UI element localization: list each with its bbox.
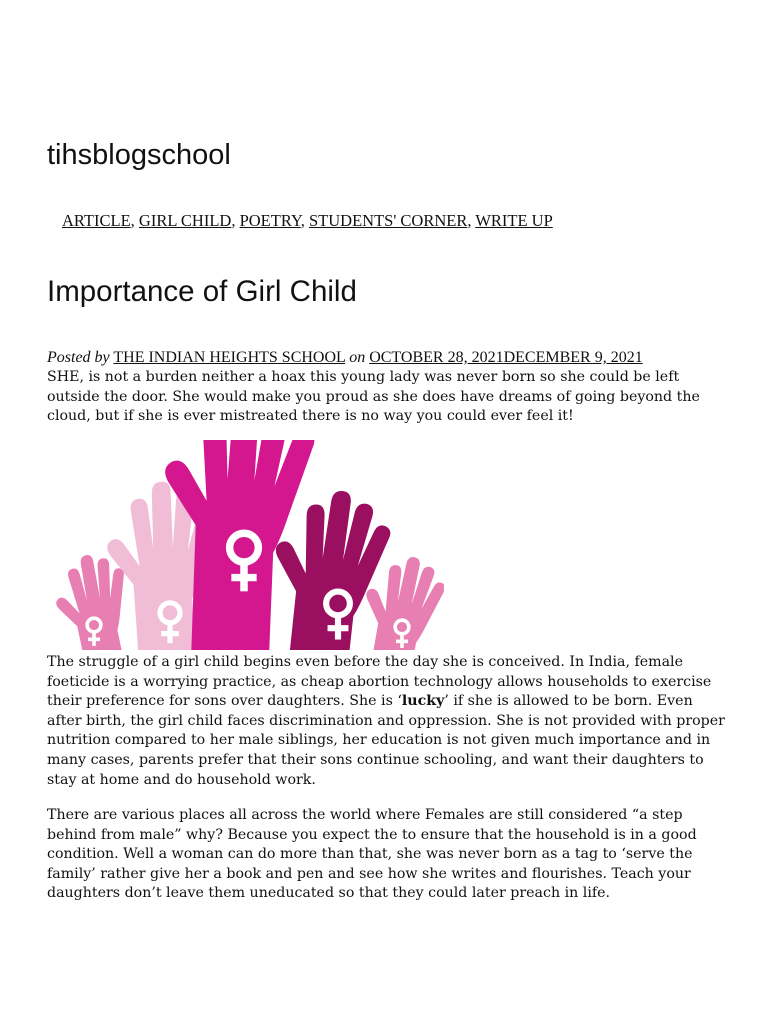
- raised-hands-image: [52, 440, 444, 650]
- on-label: on: [349, 349, 366, 366]
- category-link-article[interactable]: ARTICLE: [62, 211, 131, 230]
- author-link[interactable]: THE INDIAN HEIGHTS SCHOOL: [113, 349, 346, 366]
- body-paragraph-girl-child-struggle: [47, 653, 727, 790]
- site-title[interactable]: tihsblogschool: [47, 139, 231, 171]
- category-separator: ,: [130, 211, 139, 230]
- post-date-link[interactable]: [369, 349, 643, 366]
- category-separator: ,: [300, 211, 309, 230]
- posted-by-label: Posted by: [47, 349, 110, 366]
- category-link-girl-child[interactable]: GIRL CHILD: [138, 211, 232, 230]
- paragraph-text: ’ if she is allowed to be born. Even after birth, the girl child faces discrimination and oppression. She is not provided with proper nutrition compared to her male siblings, her education is not given much importance and in many cases, parents prefer that their sons continue schooling, and want their daughters to stay at home and do household work.: [47, 693, 725, 788]
- paragraph-text: The struggle of a girl child begins even before the day she is conceived. In India, female foeticide is a worrying practice, as cheap abortion technology allows households to exercise their preference for sons over daughters. She is ‘: [47, 654, 712, 710]
- updated-date: DECEMBER 9, 2021: [503, 349, 643, 366]
- body-paragraph-step-behind: There are various places all across the world where Females are still considered “a step behind from male” why? Because you expect the to ensure that the household is in a good condition. Well a woman can do more than that, she was never born as a tag to ‘serve the family’ rather give her a book and pen and see how she writes and flourishes. Teach your daughters don’t leave them uneducated so that they could later preach in life.: [47, 807, 697, 902]
- raised-hands-illustration: [52, 440, 444, 650]
- post-meta: [47, 347, 643, 368]
- bold-word-lucky: lucky: [401, 693, 445, 710]
- published-date: OCTOBER 28, 2021: [369, 349, 504, 366]
- category-separator: ,: [467, 211, 476, 230]
- category-links: [62, 210, 553, 232]
- category-separator: ,: [231, 211, 240, 230]
- post-title: Importance of Girl Child: [47, 275, 357, 308]
- category-link-write-up[interactable]: WRITE UP: [475, 211, 553, 230]
- category-link-students-corner[interactable]: STUDENTS' CORNER: [308, 211, 468, 230]
- category-link-poetry[interactable]: POETRY: [239, 211, 301, 230]
- intro-paragraph: SHE, is not a burden neither a hoax this young lady was never born so she could be left outside the door. She would make you proud as she does have dreams of going beyond the cloud, but if she is ever mistreated there is no way you could ever feel it!: [47, 369, 700, 425]
